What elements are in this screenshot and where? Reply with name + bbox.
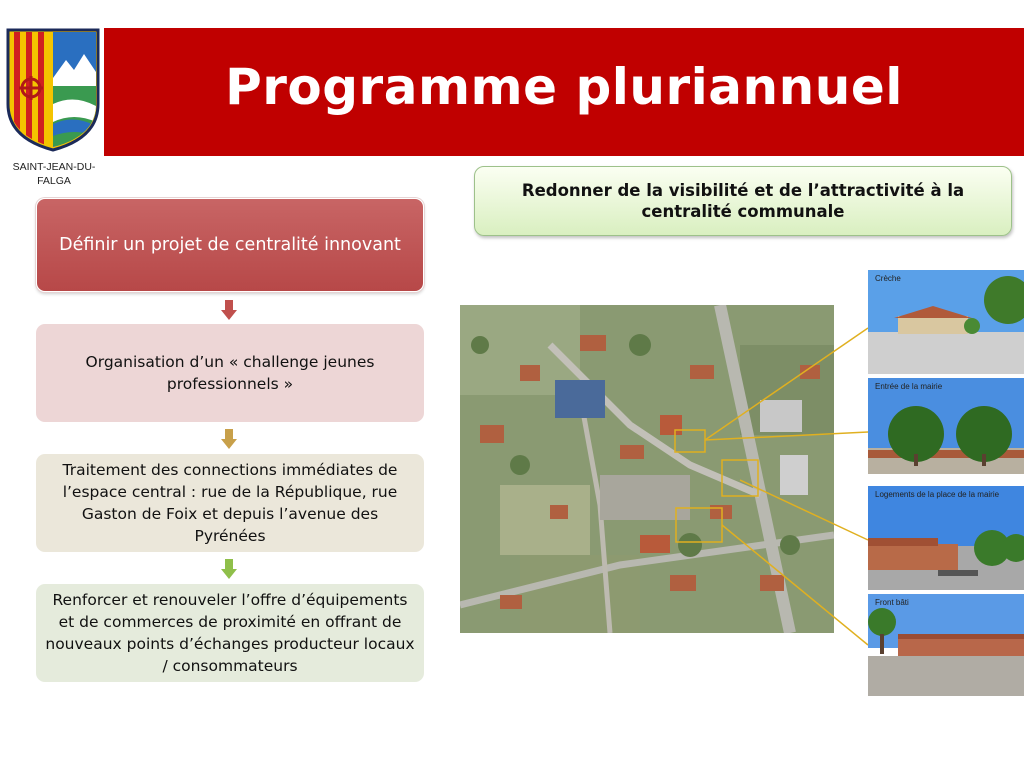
photo-caption: Entrée de la mairie: [875, 382, 943, 391]
photo-creche: [868, 270, 1024, 374]
page-title: Programme pluriannuel: [225, 58, 903, 116]
mairie-entrance-photo-image: [868, 378, 1024, 474]
step-3-text: Traitement des connections immédiates de l’espace central : rue de la République, rue Gaston de Foix et depuis l’avenue des Pyrénées: [62, 461, 398, 545]
photo-front-bati: [868, 594, 1024, 696]
photo-caption: Front bâti: [875, 598, 909, 607]
logements-photo-image: [868, 486, 1024, 590]
creche-photo-image: [868, 270, 1024, 374]
step-4-text: Renforcer et renouveler l’offre d’équipements et de commerces de proximité en offrant de nouveaux points d’échanges producteur locaux / consommateurs: [45, 591, 415, 675]
commune-name: SAINT-JEAN-DU- FALGA: [12, 161, 96, 187]
photo-caption: Logements de la place de la mairie: [875, 490, 1000, 499]
photo-caption: Crèche: [875, 274, 901, 283]
photo-logements: [868, 486, 1024, 590]
step-1-text: Définir un projet de centralité innovant: [59, 235, 401, 255]
objective-text: Redonner de la visibilité et de l’attractivité à la centralité communale: [521, 181, 965, 221]
front-bati-photo-image: [868, 594, 1024, 696]
step-2-text: Organisation d’un « challenge jeunes professionnels »: [85, 353, 375, 393]
photo-mairie-entrance: [868, 378, 1024, 474]
